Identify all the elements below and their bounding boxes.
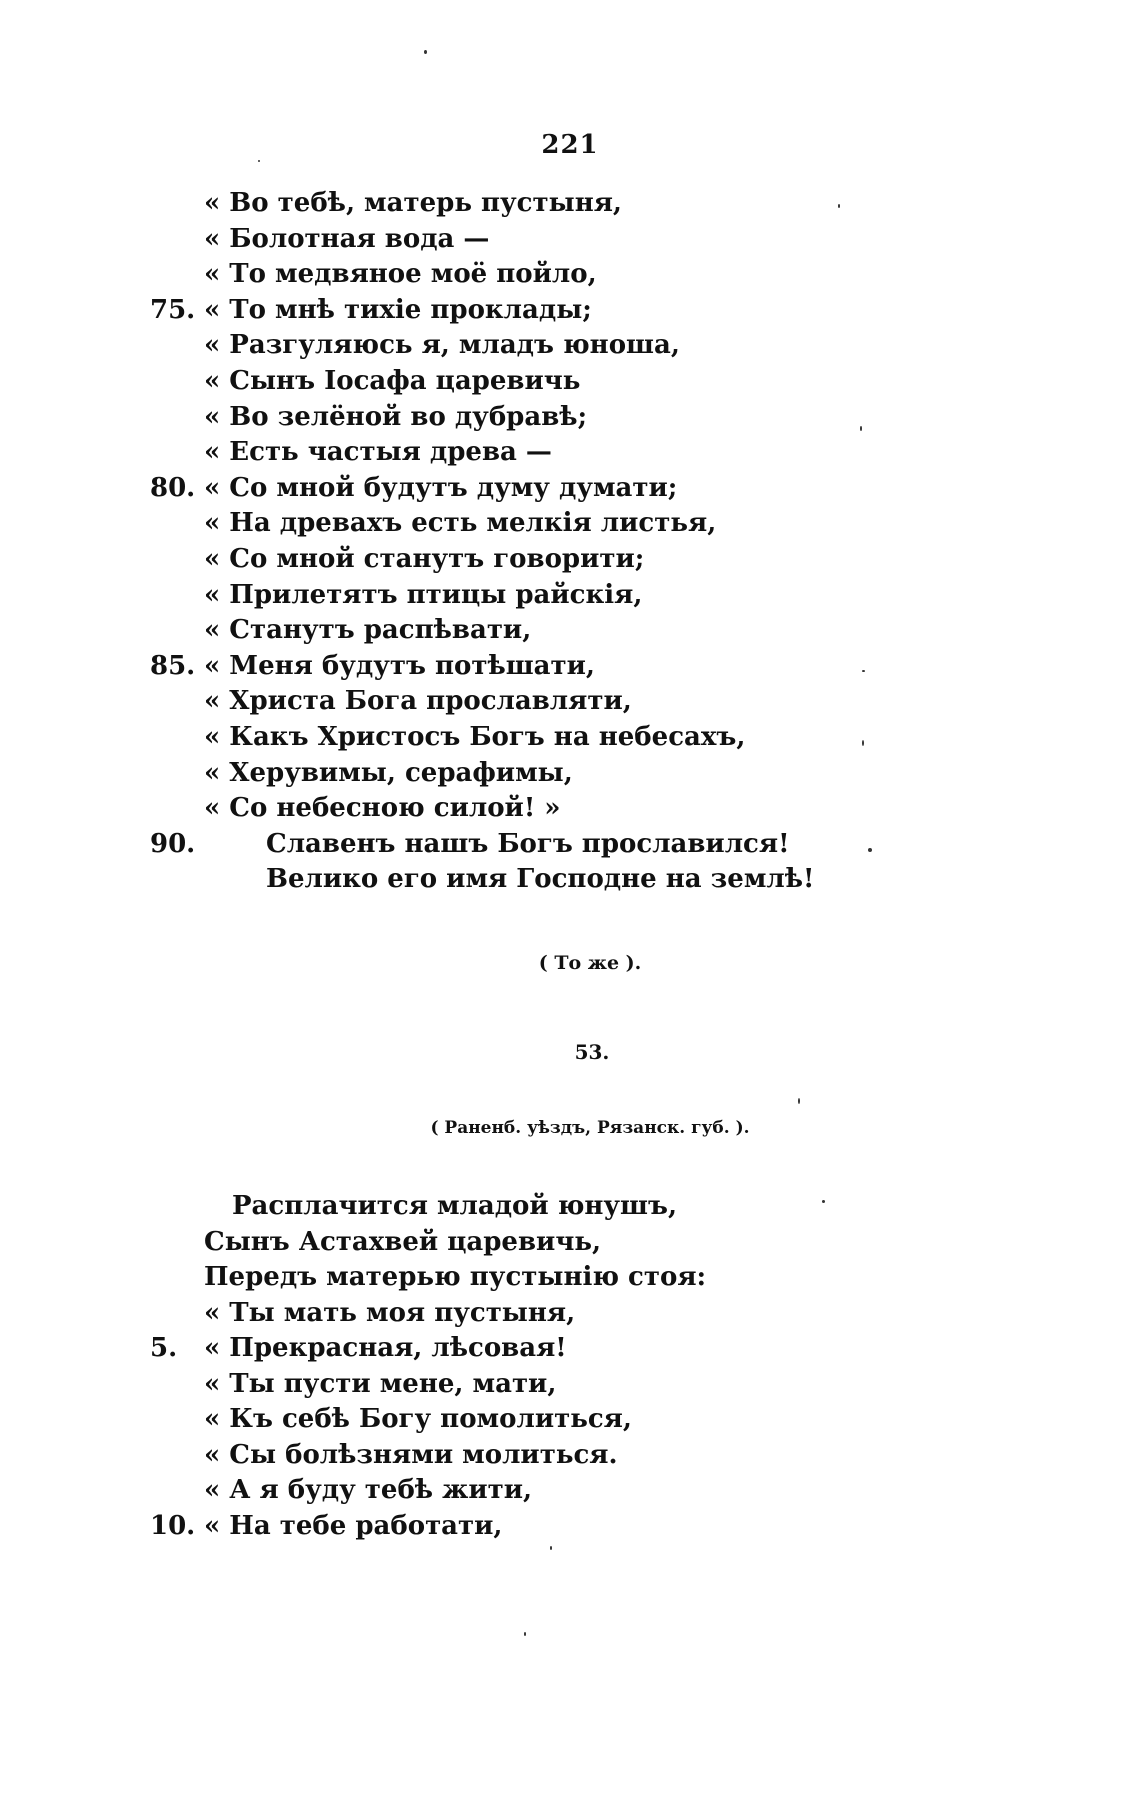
scan-speck (822, 1200, 825, 1203)
verse-line (150, 1366, 950, 1402)
verse-line (150, 363, 950, 399)
verse-text: « Со небесною силой! » (204, 793, 561, 824)
verse-text: « Прекрасная, лѣсовая! (204, 1333, 567, 1363)
verse-text: Славенъ нашъ Богъ прославился! (266, 828, 790, 859)
line-number: 80. (150, 472, 196, 503)
verse-text: « Какъ Христосъ Богъ на небесахъ, (204, 722, 746, 752)
verse-line (150, 327, 950, 363)
verse-line (150, 1259, 950, 1295)
verse-line (150, 1188, 950, 1224)
line-number: 90. (150, 828, 196, 859)
verse-line (150, 826, 950, 862)
verse-text: « Во зелёной во дубравѣ; (204, 401, 588, 432)
source-note-two: ( Раненб. уѣздъ, Рязанск. губ. ). (430, 1118, 750, 1138)
verse-line (150, 434, 950, 470)
scan-speck (862, 740, 864, 746)
scan-speck (798, 1098, 800, 1104)
verse-line (150, 1330, 950, 1366)
verse-text: « Христа Бога прославляти, (204, 686, 632, 717)
scan-speck (258, 160, 260, 162)
scan-speck (868, 848, 872, 852)
verse-text: « Ты мать моя пустыня, (204, 1297, 576, 1328)
verse-text: « Меня будутъ потѣшати, (204, 650, 595, 681)
verse-text: Расплачится младой юнушъ, (232, 1191, 677, 1221)
scan-speck (838, 204, 840, 208)
verse-text: « Къ себѣ Богу помолиться, (204, 1404, 632, 1434)
verse-line (150, 612, 950, 648)
line-number: 5. (150, 1333, 178, 1363)
scan-speck (550, 1546, 552, 1550)
scan-speck (424, 50, 427, 54)
verse-text: « Болотная вода — (204, 223, 490, 254)
verse-line (150, 1295, 950, 1331)
verse-line (150, 1437, 950, 1473)
verse-text: « Есть частыя древа — (204, 437, 552, 468)
verse-line (150, 399, 950, 435)
verse-line (150, 577, 950, 613)
verse-text: « Станутъ распѣвати, (204, 615, 532, 646)
verse-line (150, 1508, 950, 1544)
verse-text: « Сы болѣзнями молиться. (204, 1439, 618, 1470)
verse-line (150, 719, 950, 755)
line-number: 85. (150, 650, 196, 681)
verse-line (150, 470, 950, 506)
verse-text: « На древахъ есть мелкiя листья, (204, 508, 717, 539)
verse-text: Сынъ Астахвей царевичь, (204, 1226, 602, 1257)
song-number: 53. (574, 1040, 610, 1064)
verse-text: « Ты пусти мене, мати, (204, 1368, 557, 1399)
verse-text: « Прилетятъ птицы райскiя, (204, 579, 643, 610)
verse-text: « Со мной станутъ говорити; (204, 544, 645, 574)
page-number: 221 (541, 130, 599, 160)
verse-line (150, 256, 950, 292)
verse-text: « Сынъ Iосафа царевичь (204, 366, 581, 396)
verse-text: Велико его имя Господне на землѣ! (266, 864, 815, 895)
verse-text: « Разгуляюсь я, младъ юноша, (204, 330, 680, 361)
verse-line (150, 861, 950, 897)
verse-text: « На тебе работати, (204, 1510, 503, 1541)
verse-line (150, 221, 950, 257)
verse-line (150, 505, 950, 541)
verse-line (150, 755, 950, 791)
verse-text: « То мнѣ тихiе проклады; (204, 294, 592, 325)
verse-line (150, 648, 950, 684)
verse-text: « Со мной будутъ думу думати; (204, 472, 678, 503)
verse-text: Передъ матерью пустынiю стоя: (204, 1262, 707, 1292)
verse-line (150, 541, 950, 577)
line-number: 10. (150, 1510, 196, 1541)
verse-text: « Херувимы, серафимы, (204, 757, 573, 788)
verse-line (150, 790, 950, 826)
verse-line (150, 1401, 950, 1437)
verse-line (150, 683, 950, 719)
verse-text: « Во тебѣ, матерь пустыня, (204, 188, 622, 218)
line-number: 75. (150, 294, 196, 325)
scan-speck (524, 1632, 526, 1636)
verse-line (150, 1224, 950, 1260)
verse-text: « А я буду тебѣ жити, (204, 1475, 533, 1505)
scan-speck (860, 426, 862, 431)
scan-speck (862, 670, 865, 672)
verse-text: « То медвяное моё пойло, (204, 259, 597, 290)
verse-line (150, 292, 950, 328)
verse-line (150, 185, 950, 221)
verse-line (150, 1472, 950, 1508)
source-note-one: ( То же ). (538, 952, 642, 974)
